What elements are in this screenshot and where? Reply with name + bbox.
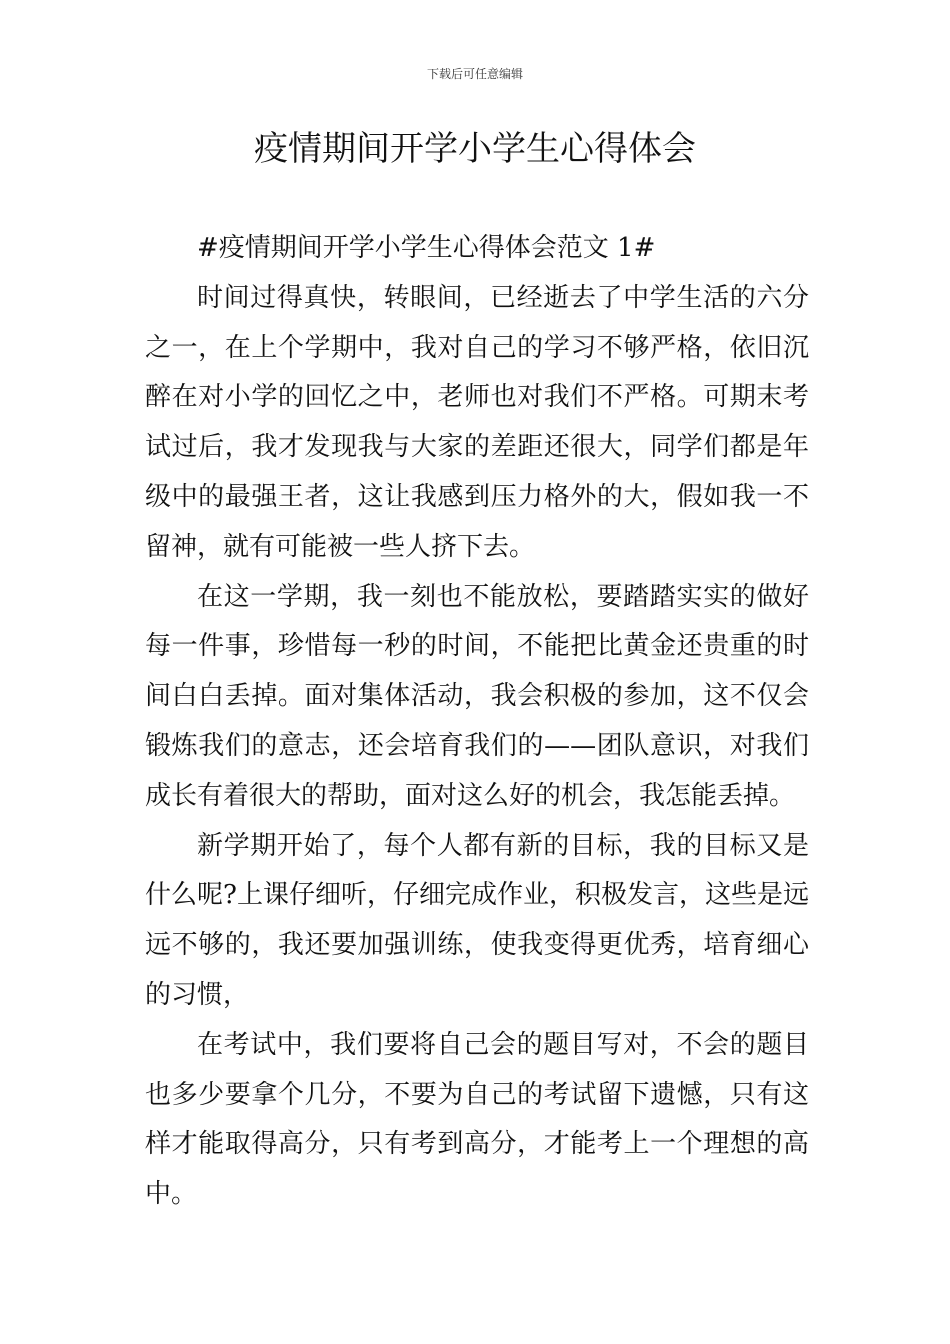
paragraph-4: 在考试中，我们要将自己会的题目写对，不会的题目也多少要拿个几分，不要为自己的考试留下遗憾，只有这样才能取得高分，只有考到高分，才能考上一个理想的高中。 [145, 1029, 809, 1210]
document-body [145, 224, 809, 1220]
paragraph-3: 新学期开始了，每个人都有新的目标，我的目标又是什么呢?上课仔细听，仔细完成作业，积极发言，这些是远远不够的，我还要加强训练，使我变得更优秀，培育细心的习惯， [145, 830, 809, 1010]
section-subtitle: #疫情期间开学小学生心得体会范文 1# [197, 233, 656, 263]
paragraph-1: 时间过得真快，转眼间，已经逝去了中学生活的六分之一，在上个学期中，我对自己的学习不够严格，依旧沉醉在对小学的回忆之中，老师也对我们不严格。可期末考试过后，我才发现我与大家的差距还很大，同学们都是年级中的最强王者，这让我感到压力格外的大，假如我一不留神，就有可能被一些人挤下去。 [145, 282, 809, 562]
document-title: 疫情期间开学小学生心得体会 [254, 129, 696, 169]
paragraph-2: 在这一学期，我一刻也不能放松，要踏踏实实的做好每一件事，珍惜每一秒的时间，不能把比黄金还贵重的时间白白丢掉。面对集体活动，我会积极的参加，这不仅会锻炼我们的意志，还会培育我们的——团队意识，对我们成长有着很大的帮助，面对这么好的机会，我怎能丢掉。 [145, 581, 809, 811]
header-note: 下载后可任意编辑 [426, 67, 523, 81]
